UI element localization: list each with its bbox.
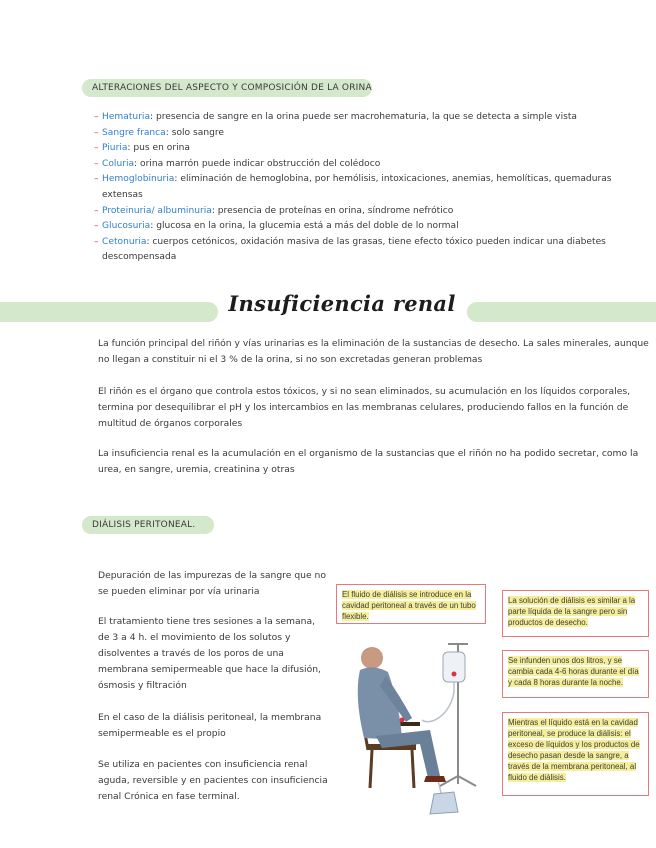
callout-text: La solución de diálisis es similar a la parte líquida de la sangre pero sin productos de desecho. [508,596,636,627]
page-title: Insuficiencia renal [228,291,456,316]
term-description: : cuerpos cetónicos, oxidación masiva de las grasas, tiene efecto tóxico pueden indicar una diabetes descompensada [102,236,606,263]
patient-foot [424,776,446,782]
dash-bullet: – [94,221,99,232]
dialysis-bag [443,652,465,682]
term-label: Hematuria [102,112,151,122]
list-item [94,126,654,142]
paragraph: La insuficiencia renal es la acumulación en el organismo de la sustancias que el riñón no ha podido secretar, como la urea, en sangre, uremia, creatinina y otras [98,448,639,475]
term-description: : glucosa en la orina, la glucemia está a más del doble de lo normal [150,221,459,232]
paragraph: Depuración de las impurezas de la sangre que no se pueden eliminar por vía urinaria [98,570,326,597]
patient-head [361,647,383,669]
term-label: Hemoglobinuria [102,174,175,185]
dash-bullet: – [94,112,99,122]
dash-bullet: – [94,236,99,247]
paragraph: En el caso de la diálisis peritoneal, la membrana semipermeable es el propio [98,712,322,739]
list-item [94,172,654,203]
term-description: : presencia de sangre en la orina puede ser macrohematuria, la que se detecta a simple vista [150,112,577,122]
section-heading-dialysis: DIÁLISIS PERITONEAL. [82,516,214,534]
callout-note [336,584,486,624]
term-label: Cetonuria [102,236,147,247]
term-description: : orina marrón puede indicar obstrucción del colédoco [134,158,381,169]
dash-bullet: – [94,143,99,154]
dash-bullet: – [94,205,99,216]
iv-base-right [458,776,476,786]
dash-bullet: – [94,158,99,169]
term-label: Glucosuria [102,221,151,232]
term-description: : pus en orina [127,143,190,154]
list-item [94,110,654,126]
callout-text: Mientras el líquido está en la cavidad peritoneal, se produce la diálisis: el exceso de líquidos y los productos de desecho pasan desde la sangre, a través de la membrana peritoneal, al fluido de diálisis. [508,718,640,782]
dash-bullet: – [94,174,99,185]
list-item [94,204,654,220]
dialysis-tube [422,692,454,722]
list-item [94,141,654,157]
catheter-dot [400,718,405,723]
list-item [94,219,654,235]
title-band-right [467,302,656,322]
title-band-left [0,302,218,322]
term-label: Coluria [102,158,135,169]
paragraph: El riñón es el órgano que controla estos tóxicos, y si no sean eliminados, su acumulación en los líquidos corporales, termina por desequilibrar el pH y los intercambios en las membranas celulares, produciendo fallos en la función de multitud de órganos corporales [98,386,631,429]
paragraph: Se utiliza en pacientes con insuficiencia renal aguda, reversible y en pacientes con insuficiencia renal Crónica en fase terminal. [98,759,328,802]
term-label: Sangre franca [102,127,166,138]
callout-note [502,650,649,698]
patient-legs [376,730,440,778]
section-heading-urine-alterations: ALTERACIONES DEL ASPECTO Y COMPOSICIÓN DE LA ORINA [82,79,372,97]
term-label: Proteinuria/ albuminuria [102,205,212,216]
callout-text: Se infunden unos dos litros, y se cambia cada 4-6 horas durante el día y cada 8 horas durante la noche. [508,656,639,687]
callout-text: El fluido de diálisis se introduce en la cavidad peritoneal a través de un tubo flexible. [342,590,476,621]
urine-alterations-list [94,110,654,266]
callout-note [502,590,649,637]
marker-dot [452,672,457,677]
term-description: : presencia de proteínas en orina, síndrome nefrótico [211,205,454,216]
dash-bullet: – [94,127,99,138]
list-item [94,157,654,173]
term-label: Piuria [102,143,128,154]
list-item [94,235,654,266]
term-description: : eliminación de hemoglobina, por hemólisis, intoxicaciones, anemias, hemolíticas, quemaduras extensas [102,174,612,200]
drain-bag [430,792,458,814]
callout-note [502,712,649,796]
paragraph: La función principal del riñón y vías urinarias es la eliminación de la sustancias de desecho. La sales minerales, aunque no llegan a constituir ni el 3 % de la orina, si no son excretadas generan problemas [98,338,649,365]
dialysis-patient-illustration [330,626,505,816]
term-description: : solo sangre [165,127,224,138]
paragraph: El tratamiento tiene tres sesiones a la semana, de 3 a 4 h. el movimiento de los solutos y disolventes a través de los poros de una membrana semipermeable que hace la difusión, ósmosis y filtración [98,616,321,691]
